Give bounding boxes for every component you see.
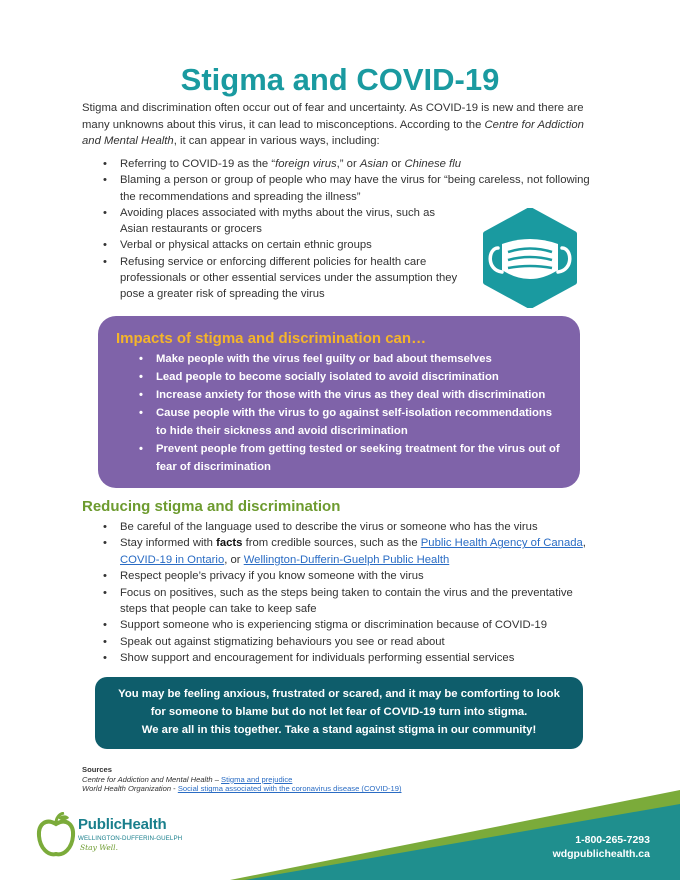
list-item: • Prevent people from getting tested or seeking treatment for the virus out of fear of discrimination xyxy=(136,440,561,476)
list-item: • Referring to COVID-19 as the “foreign virus,” or Asian or Chinese flu xyxy=(100,156,590,172)
list-item: • Be careful of the language used to describe the virus or someone who has the virus xyxy=(100,519,590,535)
callout-line: You may be feeling anxious, frustrated or scared, and it may be comforting to look xyxy=(118,688,560,700)
logo-tagline: Stay Well. xyxy=(80,843,118,852)
list-item: • Make people with the virus feel guilty or bad about themselves xyxy=(136,350,561,368)
apple-logo-icon xyxy=(36,812,76,858)
list-item: • Refusing service or enforcing different policies for health care professionals or other essential services under the assumption they pose a greater risk of spreading the virus xyxy=(100,254,460,303)
list-item: • Avoiding places associated with myths about the virus, such as Asian restaurants or grocers xyxy=(100,205,460,238)
list-item: • Respect people’s privacy if you know someone with the virus xyxy=(100,568,590,584)
list-item: • Cause people with the virus to go against self-isolation recommendations to hide their sickness and avoid discrimination xyxy=(136,404,561,440)
phac-link[interactable]: Public Health Agency of Canada xyxy=(420,537,583,550)
intro-text: Stigma and discrimination often occur out of fear and uncertainty. As COVID-19 is new and there are many unknowns about this virus, it can lead to misconceptions. According to the xyxy=(82,102,584,131)
intro-paragraph xyxy=(82,100,592,150)
who-stigma-link[interactable]: Social stigma associated with the coronavirus disease (COVID-19) xyxy=(177,784,402,794)
list-item: • Verbal or physical attacks on certain ethnic groups xyxy=(100,237,460,253)
impacts-heading: Impacts of stigma and discrimination can… xyxy=(116,330,427,347)
page-title: Stigma and COVID-19 xyxy=(180,62,500,97)
list-item: • Speak out against stigmatizing behaviours you see or read about xyxy=(100,634,590,650)
intro-text-end: , it can appear in various ways, including: xyxy=(173,135,380,147)
source-item: World Health Organization - Social stigma associated with the coronavirus disease (COVID-19) xyxy=(82,784,402,794)
phone-number: 1-800-265-7293 xyxy=(575,834,650,846)
face-mask-icon xyxy=(478,208,582,308)
covid-ontario-link[interactable]: COVID-19 in Ontario xyxy=(120,553,225,566)
list-item: • Increase anxiety for those with the virus as they deal with discrimination xyxy=(136,386,561,404)
list-item: • Focus on positives, such as the steps being taken to contain the virus and the preventative steps that people can take to keep safe xyxy=(100,585,590,618)
impacts-list xyxy=(136,350,561,476)
intro-source: Centre for Addiction and Mental Health xyxy=(82,118,584,147)
logo-subtitle: WELLINGTON-DUFFERIN-GUELPH xyxy=(78,835,183,842)
list-item: • Blaming a person or group of people who may have the virus for “being careless, not following the recommendations and spreading the illness” xyxy=(100,172,590,205)
reducing-list xyxy=(100,519,590,667)
list-item: • Lead people to become socially isolated to avoid discrimination xyxy=(136,368,561,386)
callout-line: We are all in this together. Take a stand against stigma in our community! xyxy=(141,724,537,736)
wdg-public-health-link[interactable]: Wellington-Dufferin-Guelph Public Health xyxy=(243,553,450,566)
sources-heading: Sources xyxy=(82,765,112,774)
callout-box xyxy=(95,677,583,749)
list-item: • Stay informed with facts from credible sources, such as the Public Health Agency of Canada, COVID-19 in Ontario, or Wellington-Dufferin-Guelph Public Health xyxy=(100,535,590,568)
stigma-prejudice-link[interactable]: Stigma and prejudice xyxy=(221,774,293,784)
source-item: Centre for Addiction and Mental Health – Stigma and prejudice xyxy=(82,774,293,784)
callout-line: for someone to blame but do not let fear of COVID-19 turn into stigma. xyxy=(150,706,528,718)
reducing-heading: Reducing stigma and discrimination xyxy=(82,498,341,515)
website: wdgpublichealth.ca xyxy=(552,848,650,860)
logo-name: PublicHealth xyxy=(78,816,167,833)
list-item: • Support someone who is experiencing stigma or discrimination because of COVID-19 xyxy=(100,617,590,633)
list-item: • Show support and encouragement for individuals performing essential services xyxy=(100,650,590,666)
contact-info xyxy=(540,833,650,861)
